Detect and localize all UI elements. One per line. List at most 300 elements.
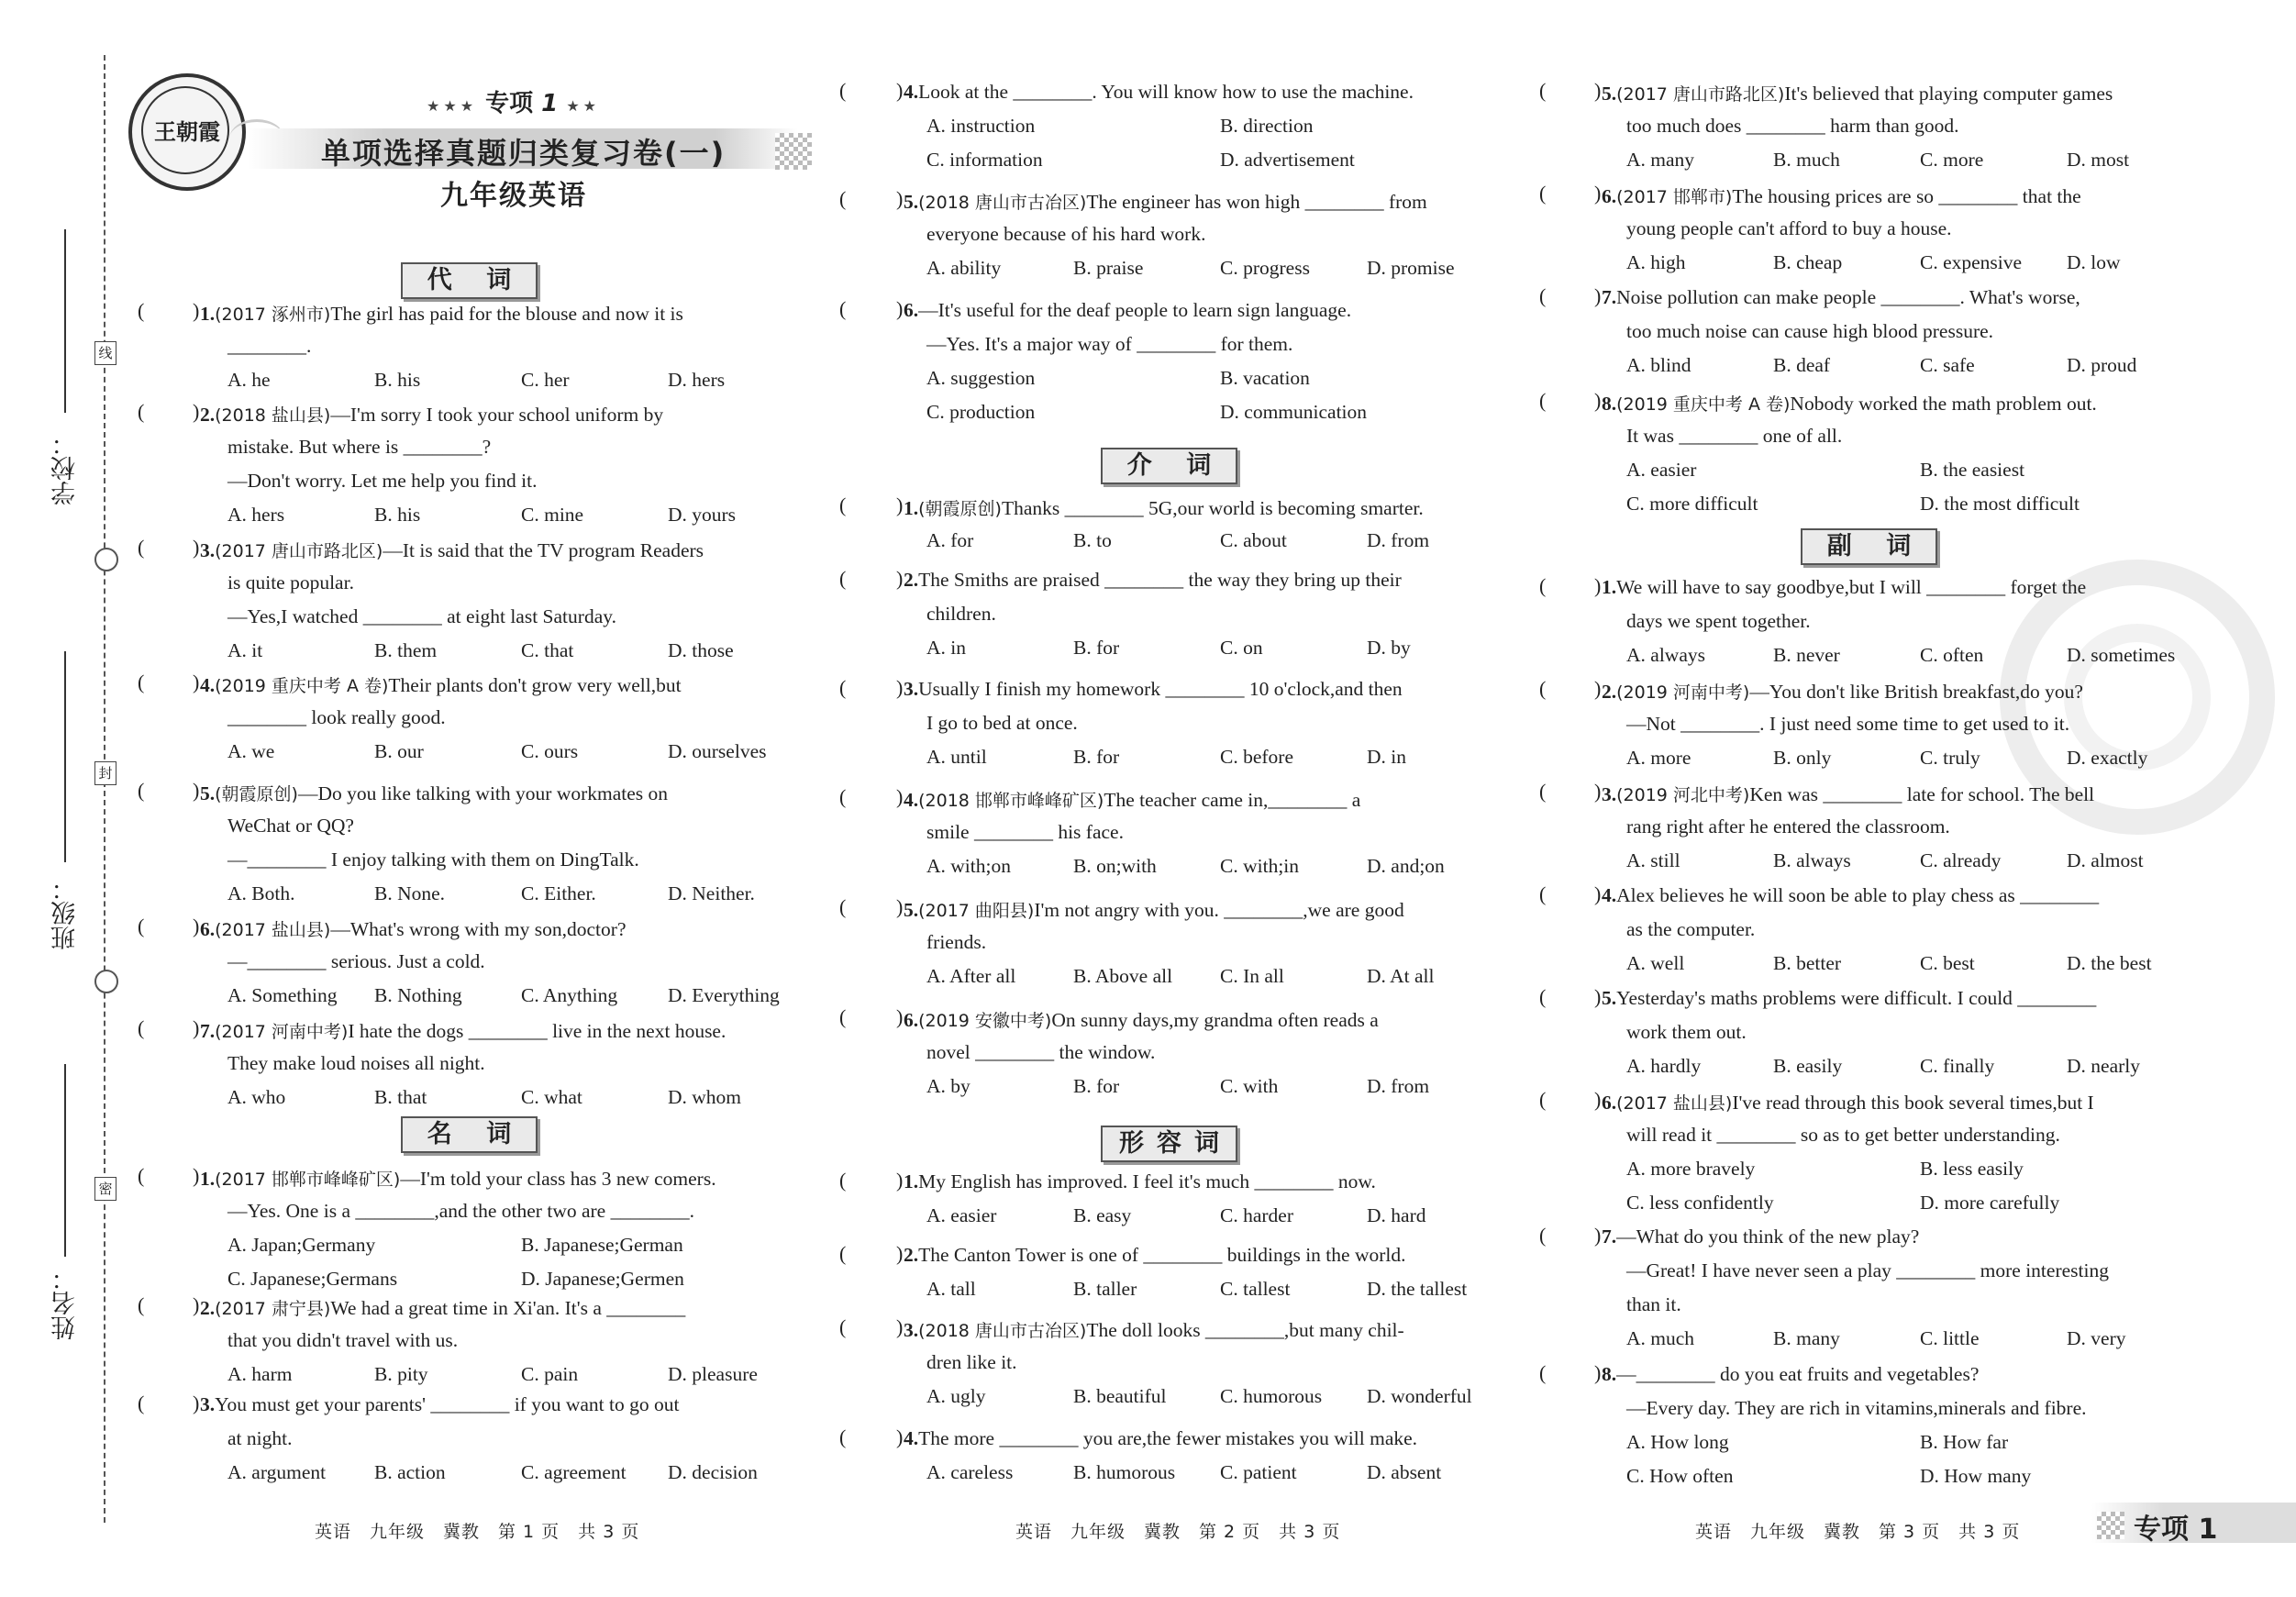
answer-option[interactable]: C. agreement [521, 1461, 627, 1483]
answer-option[interactable]: D. Neither. [668, 882, 755, 904]
question-number: 7. [200, 1020, 216, 1042]
question-text: everyone because of his hard work. [926, 223, 1206, 245]
question-source: (2018 盐山县) [215, 405, 331, 426]
answer-option[interactable]: A. by [926, 1075, 971, 1097]
answer-option[interactable]: B. his [374, 504, 421, 526]
question-text: —I'm told your class has 3 new comers. [400, 1168, 716, 1190]
answer-option[interactable]: B. for [1073, 1075, 1120, 1097]
answer-option[interactable]: C. pain [521, 1363, 579, 1385]
answer-option[interactable]: C. already [1920, 849, 2002, 871]
question-line [227, 436, 794, 459]
answer-option[interactable]: C. more [1920, 149, 1984, 171]
answer-option[interactable]: C. what [521, 1086, 582, 1108]
answer-option[interactable]: D. Japanese;Germen [521, 1268, 684, 1290]
page-header [128, 55, 798, 229]
brand-logo: 王朝霞 [128, 73, 246, 191]
question-line [1602, 1363, 2194, 1386]
answer-option[interactable]: D. wonderful [1367, 1385, 1472, 1407]
question-text: The housing prices are so ________ that the [1732, 185, 2081, 207]
answer-bracket[interactable]: ( [839, 567, 847, 590]
question-line [904, 787, 1495, 812]
answer-bracket[interactable]: ( [1539, 1088, 1547, 1111]
answer-option[interactable]: A. in [926, 637, 966, 659]
answer-option[interactable]: B. praise [1073, 257, 1144, 279]
question-line [904, 299, 1495, 322]
answer-option[interactable]: D. from [1367, 529, 1430, 551]
answer-bracket[interactable]: ( [1539, 79, 1547, 102]
answer-option[interactable]: B. better [1773, 952, 1842, 974]
answer-option[interactable]: D. the tallest [1367, 1278, 1468, 1300]
answer-option[interactable]: A. we [227, 740, 275, 762]
answer-option[interactable]: A. always [1626, 644, 1705, 666]
question-line [227, 950, 794, 973]
answer-option[interactable]: D. absent [1367, 1461, 1442, 1483]
checker-decoration [775, 133, 812, 170]
answer-option[interactable]: C. often [1920, 644, 1984, 666]
binding-margin [0, 0, 124, 1597]
question-line [200, 1018, 794, 1043]
answer-option[interactable]: D. pleasure [668, 1363, 758, 1385]
question-text: On sunny days,my grandma often reads a [1051, 1009, 1379, 1031]
answer-option[interactable]: B. never [1773, 644, 1840, 666]
answer-option[interactable]: D. the most difficult [1920, 493, 2080, 515]
question-number: 6. [1602, 185, 1617, 207]
answer-bracket[interactable]: ( [138, 671, 145, 693]
answer-option[interactable]: D. sometimes [2067, 644, 2176, 666]
answer-option[interactable]: A. How long [1626, 1431, 1729, 1453]
answer-option[interactable]: C. before [1220, 746, 1293, 768]
question-line [904, 1244, 1495, 1267]
series-label: ★★★ 专项 1 ★★ [427, 90, 601, 117]
question-line [1602, 183, 2194, 208]
question-line [1626, 610, 2194, 633]
answer-bracket[interactable]: ( [1539, 389, 1547, 412]
seal-tag-secret: 密 [94, 1177, 116, 1201]
answer-option[interactable]: B. easily [1773, 1055, 1843, 1077]
answer-option[interactable]: D. hard [1367, 1204, 1426, 1226]
section-heading: 形容词 [1101, 1126, 1237, 1162]
question-number: 8. [1602, 1363, 1617, 1385]
question-number: 5. [1602, 987, 1617, 1009]
answer-bracket-close: ) [896, 1425, 904, 1448]
answer-bracket[interactable]: ( [839, 895, 847, 918]
answer-option[interactable]: C. truly [1920, 747, 1980, 769]
answer-bracket-close: ) [193, 299, 200, 322]
answer-option[interactable]: D. advertisement [1220, 149, 1355, 171]
answer-option[interactable]: D. Everything [668, 984, 780, 1006]
answer-bracket[interactable]: ( [839, 1315, 847, 1338]
answer-bracket[interactable]: ( [138, 1164, 145, 1187]
answer-bracket[interactable]: ( [1539, 1224, 1547, 1247]
answer-option[interactable]: A. hardly [1626, 1055, 1702, 1077]
answer-option[interactable]: C. more difficult [1626, 493, 1758, 515]
answer-option[interactable]: C. progress [1220, 257, 1310, 279]
question-source: (2019 重庆中考 A 卷) [1616, 394, 1791, 415]
answer-bracket-close: ) [896, 494, 904, 516]
answer-option[interactable]: B. our [374, 740, 424, 762]
answer-bracket[interactable]: ( [839, 79, 847, 102]
question-text: Look at the ________. You will know how to use the machine. [918, 81, 1414, 103]
answer-option[interactable]: A. with;on [926, 855, 1011, 877]
answer-option[interactable]: B. beautiful [1073, 1385, 1167, 1407]
answer-option[interactable]: D. by [1367, 637, 1411, 659]
answer-option[interactable]: B. the easiest [1920, 459, 2025, 481]
answer-option[interactable]: D. proud [2067, 354, 2137, 376]
answer-option[interactable]: B. None. [374, 882, 446, 904]
question-text: days we spent together. [1626, 610, 1811, 632]
answer-option[interactable]: B. that [374, 1086, 427, 1108]
answer-bracket[interactable]: ( [138, 1293, 145, 1316]
answer-option[interactable]: C. safe [1920, 354, 1975, 376]
answer-option[interactable]: C. about [1220, 529, 1287, 551]
answer-option[interactable]: C. In all [1220, 965, 1284, 987]
answer-option[interactable]: D. exactly [2067, 747, 2148, 769]
question-line [1602, 81, 2194, 105]
question-line [904, 495, 1495, 520]
name-field[interactable] [64, 1064, 66, 1257]
question-source: (2019 重庆中考 A 卷) [215, 676, 389, 696]
question-text: —Great! I have never seen a play ________ more interesting [1626, 1259, 2109, 1281]
answer-option[interactable]: C. Anything [521, 984, 618, 1006]
answer-option[interactable]: C. her [521, 369, 570, 391]
question-line [904, 1317, 1495, 1342]
answer-option[interactable]: A. more bravely [1626, 1158, 1756, 1180]
answer-option[interactable]: D. those [668, 639, 734, 661]
answer-bracket-close: ) [193, 400, 200, 423]
answer-option[interactable]: A. ugly [926, 1385, 986, 1407]
answer-option[interactable]: B. humorous [1073, 1461, 1176, 1483]
answer-option[interactable]: A. high [1626, 251, 1686, 273]
question-text: Alex believes he will soon be able to play chess as ________ [1616, 884, 2100, 906]
answer-option[interactable]: A. harm [227, 1363, 293, 1385]
answer-option[interactable]: C. finally [1920, 1055, 1995, 1077]
answer-option[interactable]: D. whom [668, 1086, 742, 1108]
question-text: WeChat or QQ? [227, 815, 354, 837]
answer-option[interactable]: A. it [227, 639, 263, 661]
question-number: 5. [904, 191, 919, 213]
question-line [1602, 679, 2194, 704]
answer-bracket-close: ) [193, 1164, 200, 1187]
question-line [200, 538, 794, 562]
question-text: —It is said that the TV program Readers [383, 539, 704, 561]
question-line [200, 781, 794, 805]
answer-bracket[interactable]: ( [138, 400, 145, 423]
binding-hole [94, 970, 118, 993]
corner-label: 专项 1 [2134, 1514, 2218, 1546]
answer-option[interactable]: B. pity [374, 1363, 428, 1385]
answer-option[interactable]: D. hers [668, 369, 726, 391]
answer-bracket-close: ) [193, 1293, 200, 1316]
question-line [227, 605, 794, 628]
answer-option[interactable]: A. for [926, 529, 974, 551]
answer-option[interactable]: C. production [926, 401, 1036, 423]
answer-bracket-close: ) [1594, 985, 1602, 1008]
answer-option[interactable]: A. well [1626, 952, 1685, 974]
answer-option[interactable]: C. less confidently [1626, 1192, 1774, 1214]
answer-option[interactable]: D. yours [668, 504, 737, 526]
question-text: We will have to say goodbye,but I will ________ forget the [1616, 576, 2087, 598]
answer-option[interactable]: A. Both. [227, 882, 295, 904]
question-number: 5. [904, 899, 919, 921]
answer-option[interactable]: B. only [1773, 747, 1832, 769]
question-text: I'm not angry with you. ________,we are good [1034, 899, 1404, 921]
answer-option[interactable]: A. easier [926, 1204, 997, 1226]
answer-option[interactable]: C. patient [1220, 1461, 1297, 1483]
answer-bracket[interactable]: ( [839, 676, 847, 699]
answer-bracket[interactable]: ( [1539, 1361, 1547, 1384]
answer-option[interactable]: B. Japanese;German [521, 1234, 683, 1256]
answer-bracket[interactable]: ( [1539, 574, 1547, 597]
answer-option[interactable]: B. his [374, 369, 421, 391]
question-number: 7. [1602, 286, 1617, 308]
question-text: children. [926, 603, 996, 625]
answer-option[interactable]: D. How many [1920, 1465, 2032, 1487]
answer-bracket-close: ) [1594, 182, 1602, 205]
answer-option[interactable]: D. more carefully [1920, 1192, 2060, 1214]
answer-option[interactable]: B. always [1773, 849, 1851, 871]
answer-bracket[interactable]: ( [138, 1016, 145, 1039]
question-source: (2017 邯郸市峰峰矿区) [215, 1170, 401, 1190]
question-number: 6. [904, 1009, 919, 1031]
answer-option[interactable]: C. best [1920, 952, 1975, 974]
question-number: 6. [200, 918, 216, 940]
question-number: 2. [200, 1297, 216, 1319]
question-line [1626, 1397, 2194, 1420]
question-text: than it. [1626, 1293, 1681, 1315]
answer-bracket[interactable]: ( [839, 297, 847, 320]
answer-bracket[interactable]: ( [839, 1425, 847, 1448]
answer-option[interactable]: C. mine [521, 504, 584, 526]
answer-option[interactable]: B. Nothing [374, 984, 462, 1006]
answer-option[interactable]: A. much [1626, 1327, 1695, 1349]
answer-option[interactable]: B. on;with [1073, 855, 1157, 877]
answer-option[interactable]: C. expensive [1920, 251, 2023, 273]
answer-bracket[interactable]: ( [1539, 182, 1547, 205]
answer-option[interactable]: D. in [1367, 746, 1406, 768]
question-text: —Yes. One is a ________,and the other two are ________. [227, 1200, 694, 1222]
question-number: 1. [1602, 576, 1617, 598]
answer-option[interactable]: A. who [227, 1086, 286, 1108]
answer-bracket-close: ) [896, 785, 904, 808]
answer-bracket[interactable]: ( [839, 1169, 847, 1192]
answer-bracket[interactable]: ( [839, 1242, 847, 1265]
answer-option[interactable]: B. action [374, 1461, 446, 1483]
answer-option[interactable]: D. decision [668, 1461, 758, 1483]
answer-option[interactable]: D. At all [1367, 965, 1435, 987]
answer-option[interactable]: D. communication [1220, 401, 1368, 423]
question-line [926, 1351, 1495, 1374]
section-heading: 介 词 [1101, 448, 1237, 484]
question-number: 3. [904, 1319, 919, 1341]
question-line [926, 1041, 1495, 1064]
answer-bracket-close: ) [896, 676, 904, 699]
question-number: 3. [904, 678, 919, 700]
question-text: too much does ________ harm than good. [1626, 115, 1959, 137]
answer-option[interactable]: A. he [227, 369, 271, 391]
question-line [200, 1295, 794, 1320]
question-line [926, 603, 1495, 626]
answer-option[interactable]: A. After all [926, 965, 1016, 987]
answer-option[interactable]: A. careless [926, 1461, 1014, 1483]
answer-option[interactable]: D. nearly [2067, 1055, 2140, 1077]
answer-bracket-close: ) [193, 915, 200, 937]
question-line [1626, 217, 2194, 240]
answer-option[interactable]: A. more [1626, 747, 1691, 769]
question-text: You must get your parents' ________ if you want to go out [215, 1393, 680, 1415]
answer-option[interactable]: A. argument [227, 1461, 327, 1483]
answer-option[interactable]: A. Something [227, 984, 338, 1006]
answer-bracket[interactable]: ( [839, 187, 847, 210]
question-text: My English has improved. I feel it's much ________ now. [918, 1170, 1376, 1192]
answer-bracket[interactable]: ( [138, 536, 145, 559]
question-line [1602, 576, 2194, 599]
question-line [1626, 1021, 2194, 1044]
question-source: (2017 肃宁县) [215, 1299, 331, 1319]
question-text: They make loud noises all night. [227, 1052, 485, 1074]
question-number: 5. [200, 782, 216, 804]
answer-option[interactable]: D. promise [1367, 257, 1455, 279]
answer-option[interactable]: C. Japanese;Germans [227, 1268, 398, 1290]
question-source: (2018 邯郸市峰峰矿区) [918, 791, 1104, 811]
answer-bracket[interactable]: ( [138, 299, 145, 322]
answer-option[interactable]: B. cheap [1773, 251, 1843, 273]
answer-bracket[interactable]: ( [1539, 882, 1547, 905]
footer-page-3: 英语 九年级 冀教 第 3 页 共 3 页 [1695, 1522, 2021, 1542]
answer-option[interactable]: B. to [1073, 529, 1112, 551]
answer-option[interactable]: C. How often [1626, 1465, 1734, 1487]
answer-option[interactable]: A. Japan;Germany [227, 1234, 376, 1256]
question-line [1626, 320, 2194, 343]
answer-option[interactable]: B. for [1073, 637, 1120, 659]
footer-page-1: 英语 九年级 冀教 第 1 页 共 3 页 [315, 1522, 640, 1542]
question-source: (2017 曲阳县) [918, 901, 1035, 921]
question-line [926, 931, 1495, 954]
answer-option[interactable]: B. easy [1073, 1204, 1132, 1226]
section-heading: 名 词 [401, 1116, 538, 1153]
answer-bracket[interactable]: ( [839, 494, 847, 516]
answer-option[interactable]: A. blind [1626, 354, 1691, 376]
question-number: 6. [1602, 1092, 1617, 1114]
answer-option[interactable]: B. many [1773, 1327, 1840, 1349]
answer-bracket-close: ) [896, 1169, 904, 1192]
question-text: Thanks ________ 5G,our world is becoming smarter. [1001, 497, 1424, 519]
answer-option[interactable]: B. taller [1073, 1278, 1137, 1300]
answer-bracket[interactable]: ( [839, 785, 847, 808]
answer-option[interactable]: D. from [1367, 1075, 1430, 1097]
answer-option[interactable]: D. and;on [1367, 855, 1445, 877]
class-label: 班级： [51, 876, 80, 950]
answer-option[interactable]: C. humorous [1220, 1385, 1323, 1407]
question-line [200, 301, 794, 326]
answer-bracket[interactable]: ( [138, 915, 145, 937]
question-line [1626, 425, 2194, 448]
answer-option[interactable]: A. instruction [926, 115, 1036, 137]
answer-bracket[interactable]: ( [1539, 985, 1547, 1008]
question-text: ________ look really good. [227, 706, 446, 728]
answer-option[interactable]: C. ours [521, 740, 579, 762]
question-line [904, 569, 1495, 592]
answer-bracket[interactable]: ( [1539, 284, 1547, 307]
corner-checker [2097, 1512, 2124, 1539]
question-line [1602, 884, 2194, 907]
answer-option[interactable]: B. much [1773, 149, 1840, 171]
answer-option[interactable]: C. Either. [521, 882, 596, 904]
answer-option[interactable]: C. that [521, 639, 574, 661]
answer-option[interactable]: B. direction [1220, 115, 1314, 137]
question-line [926, 223, 1495, 246]
answer-option[interactable]: A. still [1626, 849, 1680, 871]
question-line [1602, 1090, 2194, 1115]
question-source: (2017 唐山市路北区) [215, 541, 383, 561]
school-field[interactable] [64, 229, 66, 413]
question-text: —________ do you eat fruits and vegetables? [1616, 1363, 1980, 1385]
class-field[interactable] [64, 651, 66, 862]
seal-tag-line: 线 [94, 341, 116, 365]
answer-option[interactable]: A. many [1626, 149, 1695, 171]
answer-option[interactable]: B. deaf [1773, 354, 1831, 376]
answer-option[interactable]: A. tall [926, 1278, 976, 1300]
question-text: The engineer has won high ________ from [1086, 191, 1427, 213]
answer-option[interactable]: A. suggestion [926, 367, 1036, 389]
answer-bracket[interactable]: ( [138, 779, 145, 802]
question-text: —Do you like talking with your workmates on [297, 782, 669, 804]
answer-bracket[interactable]: ( [1539, 780, 1547, 803]
question-line [1626, 1124, 2194, 1147]
answer-bracket[interactable]: ( [138, 1392, 145, 1414]
answer-option[interactable]: C. little [1920, 1327, 1980, 1349]
question-line [1602, 1225, 2194, 1248]
question-line [904, 1427, 1495, 1450]
answer-bracket[interactable]: ( [839, 1005, 847, 1028]
question-text: The Canton Tower is one of ________ buildings in the world. [918, 1244, 1406, 1266]
question-text: too much noise can cause high blood pressure. [1626, 320, 1994, 342]
answer-option[interactable]: C. with [1220, 1075, 1279, 1097]
answer-option[interactable]: B. vacation [1220, 367, 1310, 389]
answer-option[interactable]: D. very [2067, 1327, 2126, 1349]
answer-option[interactable]: C. harder [1220, 1204, 1293, 1226]
question-text: —You don't like British breakfast,do you? [1749, 681, 2083, 703]
answer-bracket-close: ) [193, 671, 200, 693]
question-source: (2017 唐山市路北区) [1616, 84, 1785, 105]
cut-line [104, 55, 105, 1523]
question-text: at night. [227, 1427, 293, 1449]
answer-option[interactable]: C. on [1220, 637, 1263, 659]
answer-option[interactable]: A. easier [1626, 459, 1697, 481]
answer-option[interactable]: B. Above all [1073, 965, 1173, 987]
answer-option[interactable]: C. with;in [1220, 855, 1300, 877]
answer-option[interactable]: C. information [926, 149, 1043, 171]
answer-bracket[interactable]: ( [1539, 677, 1547, 700]
answer-option[interactable]: B. them [374, 639, 438, 661]
answer-bracket-close: ) [1594, 1224, 1602, 1247]
question-source: (2019 河南中考) [1616, 682, 1750, 703]
answer-option[interactable]: D. low [2067, 251, 2121, 273]
answer-option[interactable]: A. ability [926, 257, 1002, 279]
answer-option[interactable]: D. the best [2067, 952, 2152, 974]
answer-option[interactable]: D. ourselves [668, 740, 767, 762]
answer-option[interactable]: C. tallest [1220, 1278, 1291, 1300]
answer-option[interactable]: B. for [1073, 746, 1120, 768]
question-text: —Not ________. I just need some time to get used to it. [1626, 713, 2070, 735]
answer-bracket-close: ) [1594, 780, 1602, 803]
question-line [227, 335, 794, 358]
answer-option[interactable]: B. less easily [1920, 1158, 2024, 1180]
answer-option[interactable]: D. most [2067, 149, 2130, 171]
answer-option[interactable]: A. hers [227, 504, 285, 526]
answer-option[interactable]: D. almost [2067, 849, 2144, 871]
answer-option[interactable]: B. How far [1920, 1431, 2009, 1453]
answer-option[interactable]: A. until [926, 746, 987, 768]
